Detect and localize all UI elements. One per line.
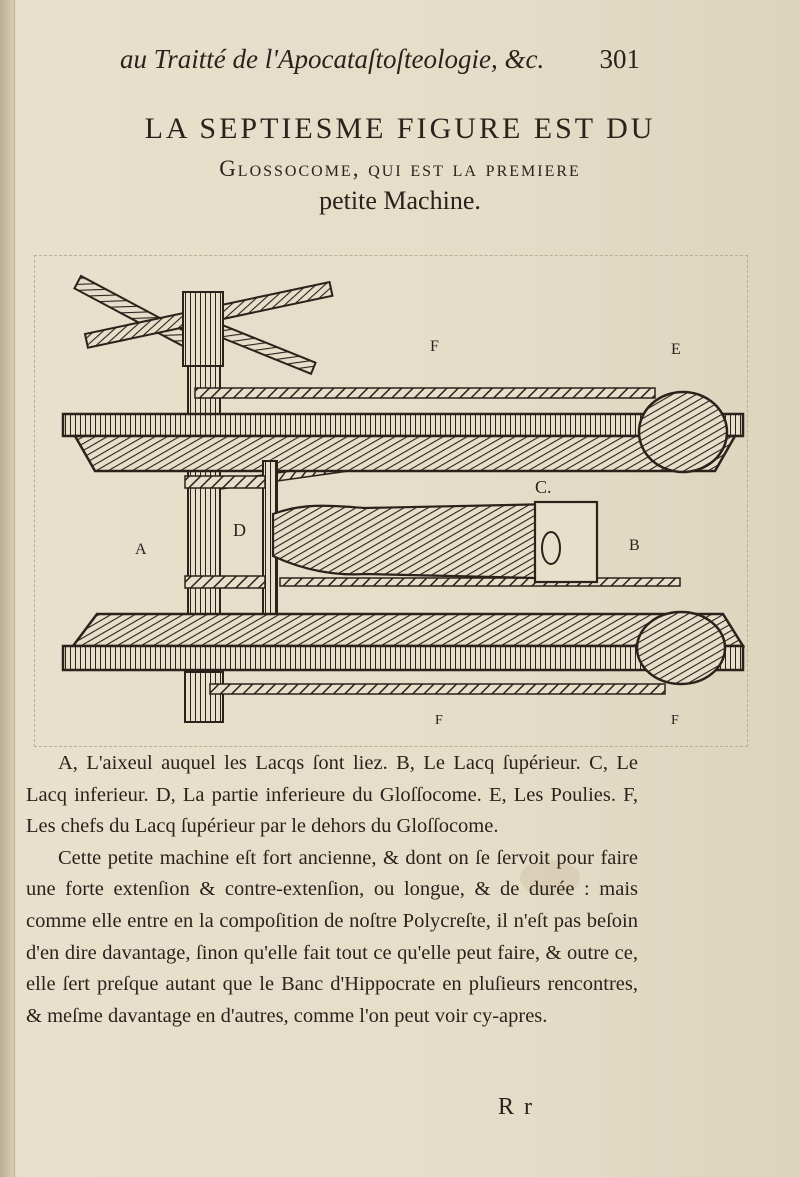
binding-gutter xyxy=(0,0,15,1177)
plate-label-f-bottom-right: F xyxy=(671,713,679,728)
plate-label-f-bottom-left: F xyxy=(435,713,443,728)
figure-heading-line-2: Glossocome, qui est la premiere xyxy=(219,156,581,181)
plate-label-f-top: F xyxy=(430,338,439,355)
lower-plank xyxy=(63,612,743,694)
engraving-svg xyxy=(35,256,747,746)
plate-label-c: C. xyxy=(535,477,552,497)
plate-label-e: E xyxy=(671,341,681,358)
plate-label-b: B xyxy=(629,537,640,554)
running-head-title: au Traitté de l'Apocataſtoſteologie, &c. xyxy=(120,44,545,74)
running-head xyxy=(120,44,640,84)
body-paragraph: Cette petite machine eſt fort ancienne, & dont on ſe ſervoit pour faire une forte extenſion & contre-extenſion, ou longue, & de durée : mais comme elle entre en la compoſition de noſtre Polycreſte, il n'eſt pas beſoin d'en dire davantage, ſinon qu'elle fait tout ce qu'elle peut faire, & outre ce, elle ſert preſque autant que le Banc d'Hippocrate en pluſieurs rencontres, & meſme davantage en d'autres, comme l'on peut voir cy-apres. xyxy=(26,846,638,1027)
glossocome-engraving xyxy=(34,255,748,747)
upper-plank xyxy=(63,392,743,472)
figure-heading-line-3: petite Machine. xyxy=(319,186,481,215)
limb xyxy=(273,502,597,582)
plate-label-d: D xyxy=(233,520,246,540)
body-text xyxy=(26,748,638,1032)
page-number: 301 xyxy=(599,44,640,74)
figure-heading-line-1: LA SEPTIESME FIGURE EST DU xyxy=(144,112,656,145)
figure-legend: A, L'aixeul auquel les Lacqs ſont liez. B, Le Lacq ſupérieur. C, Le Lacq inferieur. D, La partie inferieure du Gloſſocome. E, Les Poulies. F, Les chefs du Lacq ſupérieur par le dehors du Gloſſocome. xyxy=(26,752,638,838)
plate-label-a: A xyxy=(135,541,147,558)
signature-mark: R r xyxy=(498,1094,534,1120)
